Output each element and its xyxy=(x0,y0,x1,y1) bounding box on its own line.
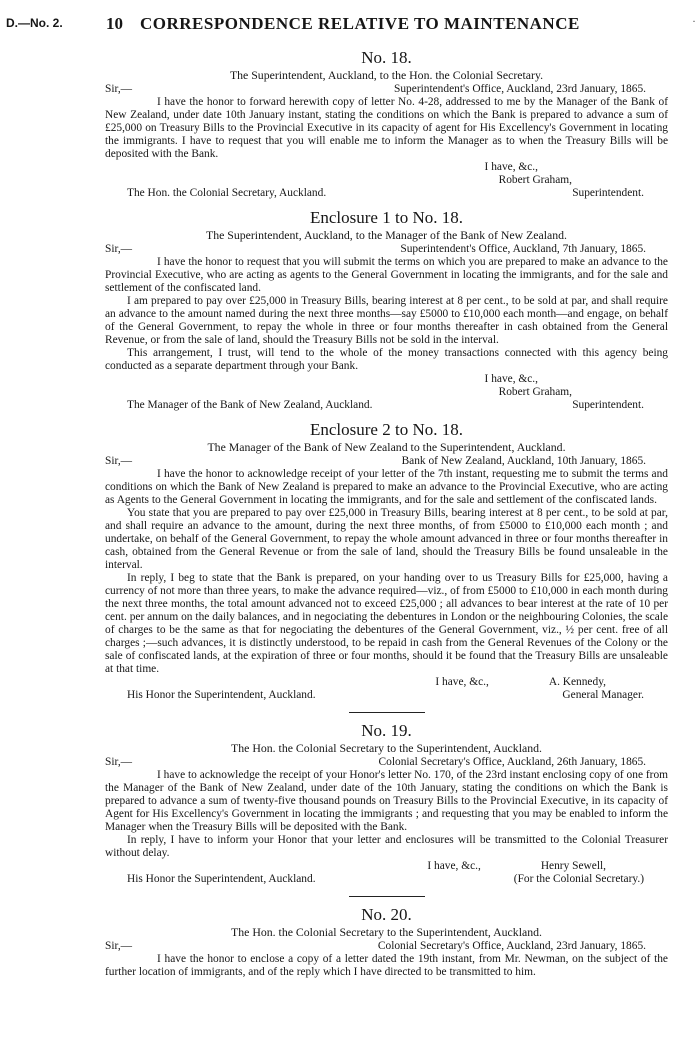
letter-dateline xyxy=(105,756,668,769)
letter-date: Colonial Secretary's Office, Auckland, 23rd January, 1865. xyxy=(377,940,646,952)
closing: I have, &c., xyxy=(427,860,481,872)
running-header xyxy=(0,14,700,34)
closing: I have, &c., xyxy=(435,676,489,688)
letter-paragraph: In reply, I beg to state that the Bank is prepared, on your handing over to us Treasury Bills for £25,000, having a currency of not more than three years, to make the advance required—viz., of from £5000 to £10,000 in each month during the next three months, the total amount advanced not to exceed £25,000 ; all advances to bear interest at the rate of 10 per cent. per annum on the daily balances, and in negociating the debentures in London or the neighbouring Colonies, the scale of charges to be the same as that for negociating the debentures of the General Government, viz., ½ per cent. free of all charges ;—such advances, it is distinctly understood, to be repaid in cash from the General Revenues of the Colony or the sale of confiscated lands, at the expiration of three or four months, should it be found that the Treasury Bills are unsaleable at that time. xyxy=(105,572,668,675)
salutation: Sir,— xyxy=(105,940,133,952)
salutation: Sir,— xyxy=(105,756,133,768)
letter-no-18 xyxy=(105,48,668,200)
document-body xyxy=(105,48,668,987)
letter-heading: The Hon. the Colonial Secretary to the Superintendent, Auckland. xyxy=(231,741,542,755)
letter-dateline xyxy=(105,940,668,953)
signatory-title: General Manager. xyxy=(562,689,644,701)
letter-paragraph: This arrangement, I trust, will tend to the whole of the money transactions connected with this agency being conducted as a separate department through your Bank. xyxy=(105,347,668,372)
page-title: CORRESPONDENCE RELATIVE TO MAINTENANCE xyxy=(140,14,580,33)
salutation: Sir,— xyxy=(105,455,133,467)
closing: I have, &c., xyxy=(484,373,538,385)
addressee-line xyxy=(105,873,668,886)
letter-paragraph: I have to acknowledge the receipt of your Honor's letter No. 170, of the 23rd instant enclosing copy of one from the Manager of the Bank of New Zealand, under date of the 10th January, stating the conditions on which the Bank is prepared to advance a sum of twenty-five thousand pounds on Treasury Bills to the Provincial Executive, in its capacity of Agent for His Excellency's Government in locating the immigrants ; and requesting that you may be enabled to inform the Manager when the Treasury Bills will be deposited with the Bank. xyxy=(105,769,668,833)
addressee: His Honor the Superintendent, Auckland. xyxy=(127,689,316,701)
addressee-line xyxy=(105,689,668,702)
signature: A. Kennedy, xyxy=(548,676,606,688)
letter-date: Bank of New Zealand, Auckland, 10th January, 1865. xyxy=(401,455,646,467)
letter-heading: The Superintendent, Auckland, to the Hon. the Colonial Secretary. xyxy=(229,68,544,82)
letter-heading: The Manager of the Bank of New Zealand to the Superintendent, Auckland. xyxy=(207,440,566,454)
letter-paragraph: You state that you are prepared to pay over £25,000 in Treasury Bills, bearing interest at 8 per cent., to be sold at par, and shall require an advance to the amount, during the next three months, of from £5000 to £10,000 each month ; and undertake, on behalf of the General Government, to repay the whole amount advanced in three or four months thereafter in cash, obtained from the General Revenue or from the sale of land, should the Treasury Bills be found unsaleable in the interval. xyxy=(105,507,668,571)
signature: Robert Graham, xyxy=(498,386,572,398)
letter-dateline xyxy=(105,455,668,468)
signature: Henry Sewell, xyxy=(540,860,606,872)
letter-dateline xyxy=(105,83,668,96)
letter-paragraph: I have the honor to enclose a copy of a letter dated the 19th instant, from Mr. Newman, on the subject of the further location of immigrants, and of the reply which I have directed to be transmitted to him. xyxy=(105,953,668,978)
letter-date: Colonial Secretary's Office, Auckland, 26th January, 1865. xyxy=(378,756,646,768)
signatory-title: (For the Colonial Secretary.) xyxy=(513,873,644,885)
enclosure-2-to-no-18 xyxy=(105,420,668,702)
letter-title: Enclosure 2 to No. 18. xyxy=(310,420,463,439)
letter-dateline xyxy=(105,243,668,256)
letter-paragraph: I have the honor to request that you will submit the terms on which you are prepared to make an advance to the Provincial Executive, who are acting as agents to the General Government in locating the immigrants, and for the sale and settlement of the confiscated land. xyxy=(105,256,668,294)
addressee-line xyxy=(105,399,668,412)
letter-no-19 xyxy=(105,721,668,886)
closing-line xyxy=(105,676,668,689)
edge-mark: · xyxy=(692,14,696,28)
addressee: His Honor the Superintendent, Auckland. xyxy=(127,873,316,885)
letter-heading: The Superintendent, Auckland, to the Manager of the Bank of New Zealand. xyxy=(205,228,567,242)
letter-title: Enclosure 1 to No. 18. xyxy=(310,208,463,227)
letter-paragraph: In reply, I have to inform your Honor that your letter and enclosures will be transmitted to the Colonial Treasurer without delay. xyxy=(105,834,668,859)
letter-paragraph: I am prepared to pay over £25,000 in Treasury Bills, bearing interest at 8 per cent., to be sold at par, and shall require an advance to the amount named during the next three months—say £5000 to £10,000 each month—and engage, on behalf of the General Government, to repay the whole in three or four months thereafter in cash obtained from the General Revenue, or from the sale of land, should the Treasury Bills not be sold in the interval. xyxy=(105,295,668,346)
document-reference: D.—No. 2. xyxy=(6,16,63,30)
letter-date: Superintendent's Office, Auckland, 7th January, 1865. xyxy=(400,243,646,255)
letter-title: No. 20. xyxy=(361,905,412,924)
enclosure-1-to-no-18 xyxy=(105,208,668,412)
closing: I have, &c., xyxy=(484,161,538,173)
page-number: 10 xyxy=(106,14,123,33)
section-divider xyxy=(349,896,425,897)
signatory-title: Superintendent. xyxy=(572,399,644,411)
addressee: The Hon. the Colonial Secretary, Auckland. xyxy=(127,187,327,199)
letter-heading: The Hon. the Colonial Secretary to the Superintendent, Auckland. xyxy=(231,925,542,939)
addressee: The Manager of the Bank of New Zealand, Auckland. xyxy=(127,399,373,411)
letter-title: No. 19. xyxy=(361,721,412,740)
salutation: Sir,— xyxy=(105,243,133,255)
letter-title: No. 18. xyxy=(361,48,412,67)
letter-paragraph: I have the honor to acknowledge receipt of your letter of the 7th instant, requesting me to submit the terms and conditions on which the Bank of New Zealand is prepared to make an advance to the Provincial Executive, who are acting as Agents to the General Government in locating the immigrants, and for the sale and settlement of the confiscated lands. xyxy=(105,468,668,506)
closing-line xyxy=(105,860,668,873)
letter-date: Superintendent's Office, Auckland, 23rd January, 1865. xyxy=(394,83,646,95)
letter-paragraph: I have the honor to forward herewith copy of letter No. 4-28, addressed to me by the Manager of the Bank of New Zealand, under date 10th January instant, stating the conditions on which the Bank is prepared to advance a sum of £25,000 on Treasury Bills to the Provincial Executive in its capacity of agent for His Excellency's Government in locating the immigrants. I have to request that you will enable me to inform the Manager as to when the Treasury Bills will be deposited with the Bank. xyxy=(105,96,668,160)
addressee-line xyxy=(105,187,668,200)
signatory-title: Superintendent. xyxy=(572,187,644,199)
signature: Robert Graham, xyxy=(498,174,572,186)
salutation: Sir,— xyxy=(105,83,133,95)
section-divider xyxy=(349,712,425,713)
letter-no-20 xyxy=(105,905,668,979)
